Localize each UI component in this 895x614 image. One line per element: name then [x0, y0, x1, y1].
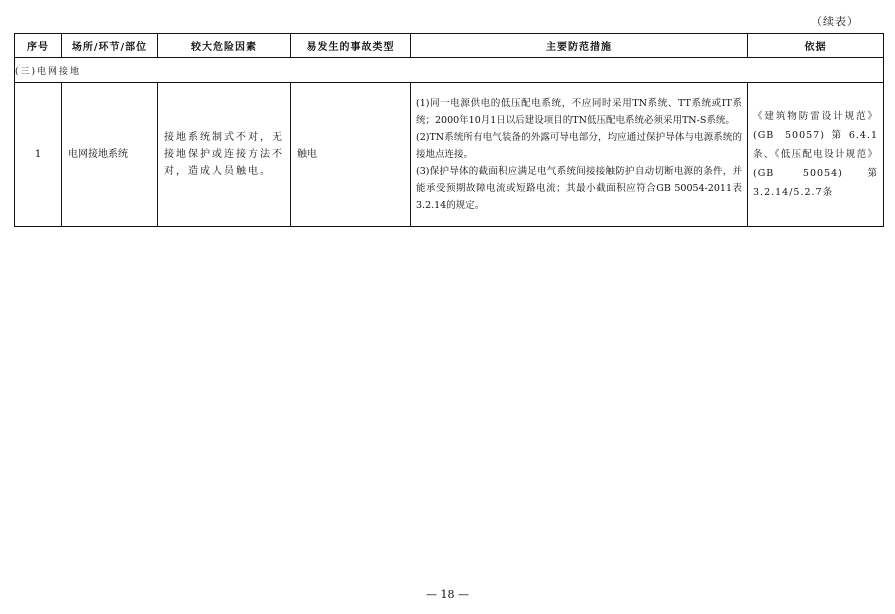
table-row — [15, 83, 884, 227]
header-basis: 依据 — [748, 34, 884, 58]
section-row — [15, 58, 884, 83]
cell-hazard: 接地系统制式不对，无接地保护或连接方法不对，造成人员触电。 — [158, 83, 291, 227]
cell-measures — [411, 83, 748, 227]
cell-place: 电网接地系统 — [62, 83, 158, 227]
risk-table — [14, 33, 884, 227]
header-measures: 主要防范措施 — [411, 34, 748, 58]
section-title: (三)电网接地 — [15, 58, 884, 83]
header-accident-type: 易发生的事故类型 — [291, 34, 411, 58]
header-place: 场所/环节/部位 — [62, 34, 158, 58]
measure-item: (3)保护导体的截面积应满足电气系统间接接触防护自动切断电源的条件，并能承受预期故障电流或短路电流；其最小截面积应符合GB 50054-2011表3.2.14的规定。 — [416, 166, 742, 211]
cell-basis: 《建筑物防雷设计规范》(GB 50057)第6.4.1条、《低压配电设计规范》(GB 50054)第3.2.14/5.2.7条 — [748, 83, 884, 227]
header-hazard: 较大危险因素 — [158, 34, 291, 58]
cell-accident-type: 触电 — [291, 83, 411, 227]
measure-item: (1)同一电源供电的低压配电系统，不应同时采用TN系统、TT系统或IT系统；2000年10月1日以后建设项目的TN低压配电系统必须采用TN-S系统。 — [416, 98, 742, 126]
measure-item: (2)TN系统所有电气装备的外露可导电部分，均应通过保护导体与电源系统的接地点连接。 — [416, 132, 742, 160]
header-seq: 序号 — [15, 34, 62, 58]
table-header-row — [15, 34, 884, 58]
page-number: — 18 — — [426, 588, 469, 601]
cell-seq: 1 — [15, 83, 62, 227]
continued-label: （续表） — [811, 15, 859, 28]
